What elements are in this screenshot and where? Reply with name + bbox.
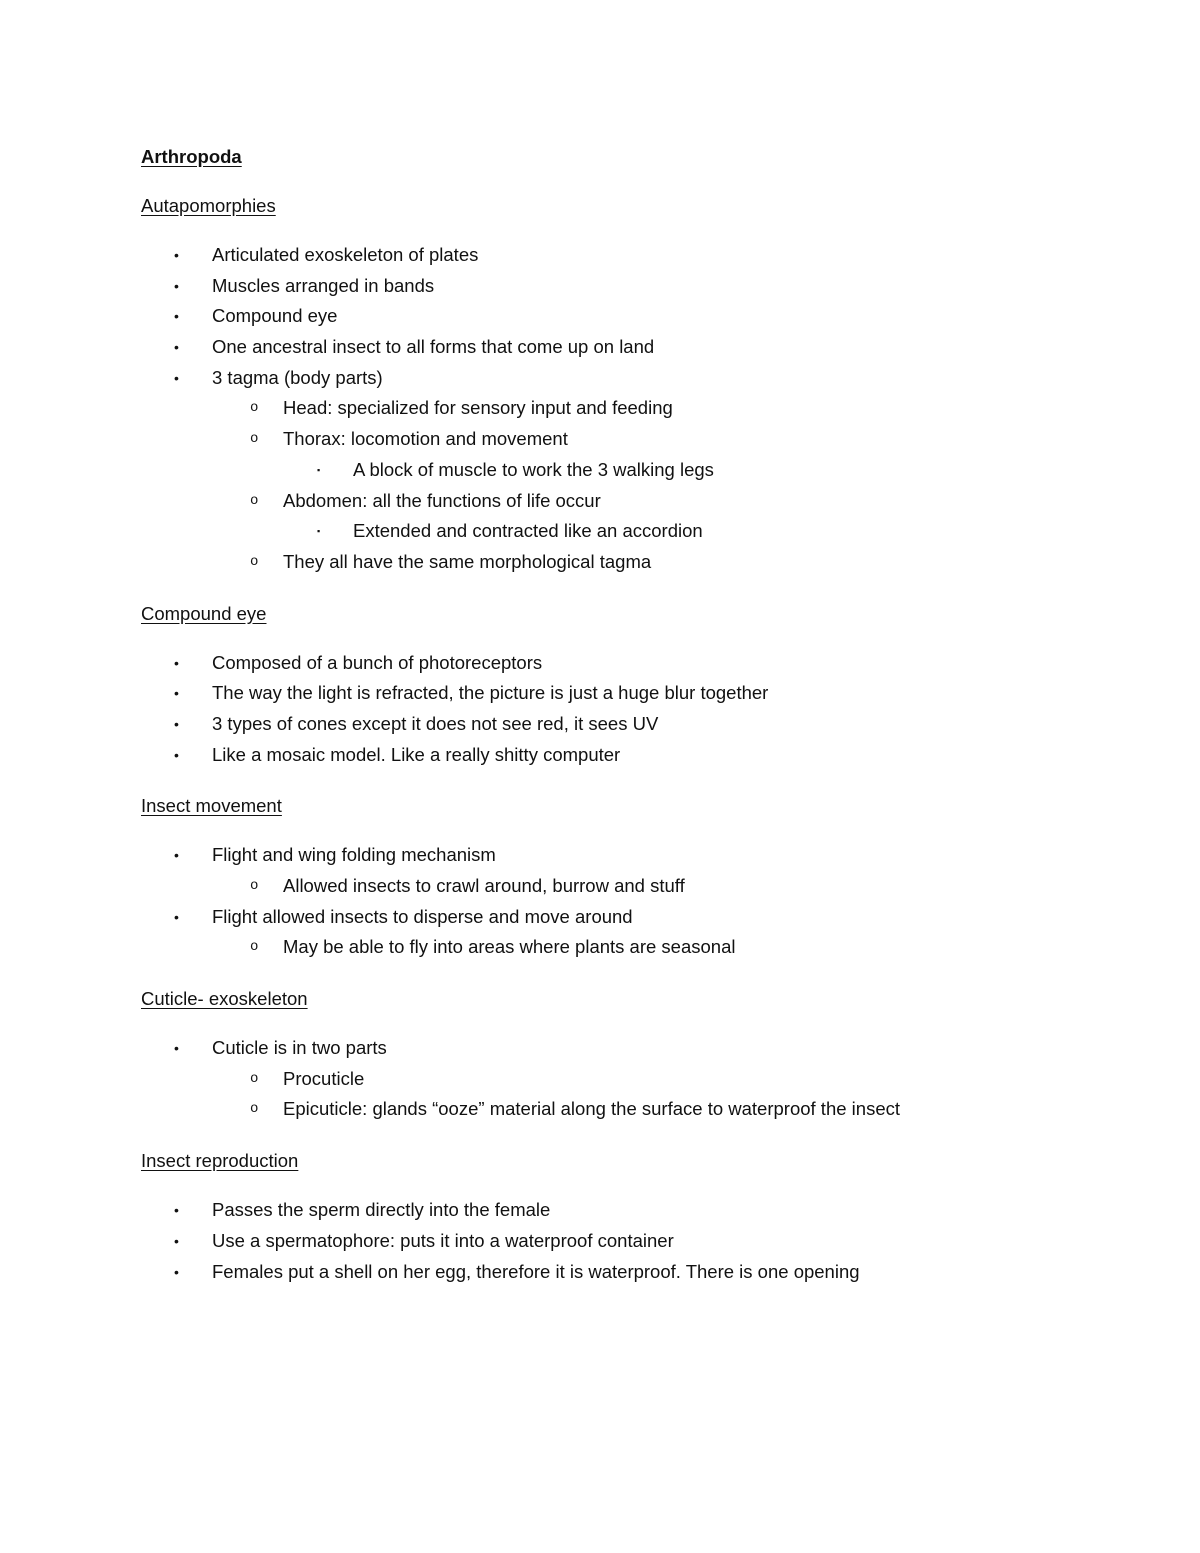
sub-bullet-marker: o bbox=[250, 492, 259, 509]
document-body bbox=[141, 141, 1061, 1307]
bullet-marker: • bbox=[174, 715, 179, 732]
list-item bbox=[141, 840, 1061, 871]
list-item-text: A block of muscle to work the 3 walking legs bbox=[353, 458, 714, 480]
list-item-text: Flight allowed insects to disperse and move around bbox=[212, 905, 633, 927]
list-item bbox=[141, 240, 1061, 271]
bullet-list bbox=[141, 1033, 1061, 1125]
sub-bullet-marker: o bbox=[250, 939, 259, 956]
list-item-text: Muscles arranged in bands bbox=[212, 274, 435, 296]
list-item-text: One ancestral insect to all forms that come up on land bbox=[212, 336, 655, 358]
bullet-marker: • bbox=[174, 746, 179, 763]
sub-bullet-marker: o bbox=[250, 1101, 259, 1118]
list-item bbox=[141, 932, 1061, 963]
list-item-text: Thorax: locomotion and movement bbox=[283, 428, 568, 450]
list-item bbox=[141, 740, 1061, 771]
bullet-marker: • bbox=[174, 339, 179, 356]
list-item-text: Flight and wing folding mechanism bbox=[212, 844, 496, 866]
sections-container bbox=[141, 190, 1061, 1287]
bullet-marker: • bbox=[174, 247, 179, 263]
list-item-text: May be able to fly into areas where plants are seasonal bbox=[283, 936, 736, 958]
bullet-marker: • bbox=[174, 847, 179, 864]
list-item-text: 3 types of cones except it does not see red, it sees UV bbox=[212, 712, 659, 734]
list-item bbox=[141, 709, 1061, 740]
list-item bbox=[141, 1257, 1061, 1288]
list-item bbox=[141, 1033, 1061, 1064]
list-item-text: Extended and contracted like an accordion bbox=[353, 520, 703, 542]
section-heading: Cuticle- exoskeleton bbox=[141, 988, 308, 1010]
bullet-marker: • bbox=[174, 1040, 179, 1057]
list-item-text: Females put a shell on her egg, therefore it is waterproof. There is one opening bbox=[212, 1260, 860, 1282]
bullet-marker: • bbox=[174, 1202, 179, 1219]
square-bullet-marker: ▪ bbox=[317, 464, 321, 475]
list-item-text: Allowed insects to crawl around, burrow and stuff bbox=[283, 875, 685, 896]
sub-bullet-marker: o bbox=[250, 1070, 259, 1087]
sub-bullet-marker: o bbox=[250, 553, 259, 570]
list-item bbox=[141, 516, 1061, 547]
list-item bbox=[141, 393, 1061, 424]
bullet-list bbox=[141, 1195, 1061, 1287]
list-item-text: Head: specialized for sensory input and feeding bbox=[283, 397, 673, 419]
list-item-text: The way the light is refracted, the picture is just a huge blur together bbox=[212, 682, 769, 704]
list-item-text: Cuticle is in two parts bbox=[212, 1037, 387, 1059]
sub-bullet-marker: o bbox=[250, 878, 259, 894]
bullet-list bbox=[141, 240, 1061, 578]
list-item-text: Passes the sperm directly into the female bbox=[212, 1199, 551, 1221]
list-item bbox=[141, 902, 1061, 933]
list-item bbox=[141, 455, 1061, 486]
section-heading: Autapomorphies bbox=[141, 195, 276, 216]
bullet-marker: • bbox=[174, 685, 179, 702]
list-item bbox=[141, 1064, 1061, 1095]
list-item-text: 3 tagma (body parts) bbox=[212, 366, 383, 388]
list-item-text: Abdomen: all the functions of life occur bbox=[283, 489, 601, 511]
list-item bbox=[141, 648, 1061, 679]
list-item bbox=[141, 363, 1061, 394]
bullet-marker: • bbox=[174, 369, 179, 386]
list-item bbox=[141, 1226, 1061, 1257]
bullet-marker: • bbox=[174, 654, 179, 671]
sub-bullet-marker: o bbox=[250, 431, 259, 448]
list-item bbox=[141, 1094, 1061, 1125]
list-item-text: Procuticle bbox=[283, 1067, 365, 1089]
bullet-marker: • bbox=[174, 908, 179, 925]
list-item-text: Like a mosaic model. Like a really shitty computer bbox=[212, 743, 621, 765]
list-item-text: Use a spermatophore: puts it into a waterproof container bbox=[212, 1229, 674, 1251]
bullet-marker: • bbox=[174, 1232, 179, 1249]
list-item bbox=[141, 332, 1061, 363]
square-bullet-marker: ▪ bbox=[317, 526, 321, 537]
list-item-text: Compound eye bbox=[212, 305, 338, 327]
list-item bbox=[141, 301, 1061, 332]
list-item-text: Epicuticle: glands “ooze” material along the surface to waterproof the insect bbox=[283, 1098, 900, 1120]
list-item bbox=[141, 424, 1061, 455]
section-heading: Insect movement bbox=[141, 795, 282, 817]
bullet-marker: • bbox=[174, 277, 179, 294]
list-item bbox=[141, 871, 1061, 902]
list-item-text: Composed of a bunch of photoreceptors bbox=[212, 651, 543, 673]
list-item-text: Articulated exoskeleton of plates bbox=[212, 244, 479, 265]
list-item bbox=[141, 486, 1061, 517]
section-heading: Compound eye bbox=[141, 602, 267, 624]
bullet-marker: • bbox=[174, 308, 179, 325]
list-item bbox=[141, 1195, 1061, 1226]
list-item bbox=[141, 547, 1061, 578]
bullet-list bbox=[141, 840, 1061, 963]
list-item bbox=[141, 271, 1061, 302]
list-item bbox=[141, 678, 1061, 709]
bullet-list bbox=[141, 648, 1061, 771]
sub-bullet-marker: o bbox=[250, 400, 259, 417]
document-title: Arthropoda bbox=[141, 146, 242, 167]
list-item-text: They all have the same morphological tagma bbox=[283, 550, 652, 572]
bullet-marker: • bbox=[174, 1263, 179, 1280]
section-heading: Insect reproduction bbox=[141, 1150, 299, 1172]
